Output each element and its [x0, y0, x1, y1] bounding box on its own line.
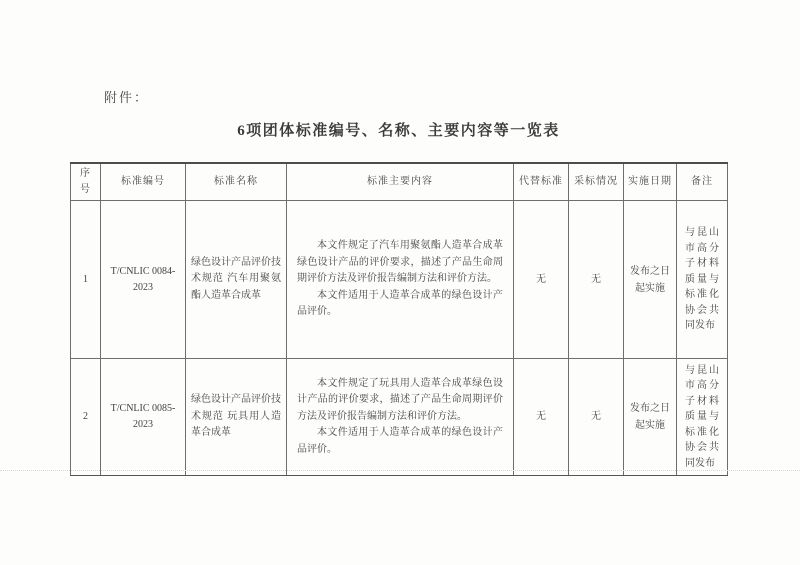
col-header-standard-name: 标准名称 [186, 163, 287, 201]
col-header-main-content: 标准主要内容 [287, 163, 514, 201]
content-paragraph: 本文件规定了汽车用聚氨酯人造革合成革绿色设计产品的评价要求，描述了产品生命周期评价方法及评价报告编制方法和评价方法。 [297, 240, 503, 285]
table-row [71, 359, 728, 476]
cell-remark: 与昆山市高分子材料质量与标准化协会共同发布 [677, 201, 728, 359]
cell-standard-code: T/CNLIC 0085-2023 [101, 359, 186, 476]
col-header-remark: 备注 [677, 163, 728, 201]
col-header-standard-code: 标准编号 [101, 163, 186, 201]
cell-main-content [287, 201, 514, 359]
standards-table [70, 162, 728, 476]
cell-implementation-date: 发布之日起实施 [624, 359, 677, 476]
cell-standard-name: 绿色设计产品评价技术规范 汽车用聚氨酯人造革合成革 [186, 201, 287, 359]
cell-standard-code: T/CNLIC 0084-2023 [101, 201, 186, 359]
cell-implementation-date: 发布之日起实施 [624, 201, 677, 359]
col-header-adoption-status: 采标情况 [569, 163, 624, 201]
col-header-replaced-standard: 代替标准 [514, 163, 569, 201]
cell-serial-number: 2 [71, 359, 101, 476]
table-row [71, 201, 728, 359]
cell-remark: 与昆山市高分子材料质量与标准化协会共同发布 [677, 359, 728, 476]
content-paragraph: 本文件规定了玩具用人造革合成革绿色设计产品的评价要求，描述了产品生命周期评价方法及评价报告编制方法和评价方法。 [297, 377, 503, 422]
cell-standard-name: 绿色设计产品评价技术规范 玩具用人造革合成革 [186, 359, 287, 476]
cell-adoption-status: 无 [569, 201, 624, 359]
content-paragraph: 本文件适用于人造革合成革的绿色设计产品评价。 [297, 289, 503, 318]
cell-serial-number: 1 [71, 201, 101, 359]
attachment-label: 附件： [104, 90, 150, 105]
cell-replaced-standard: 无 [514, 359, 569, 476]
table-header-row [71, 163, 728, 201]
document-title: 6项团体标准编号、名称、主要内容等一览表 [237, 123, 560, 139]
scan-artifact-line [0, 470, 800, 471]
col-header-implementation-date: 实施日期 [624, 163, 677, 201]
col-header-serial-number: 序号 [71, 163, 101, 201]
cell-main-content [287, 359, 514, 476]
cell-adoption-status: 无 [569, 359, 624, 476]
cell-replaced-standard: 无 [514, 201, 569, 359]
content-paragraph: 本文件适用于人造革合成革的绿色设计产品评价。 [297, 427, 503, 455]
